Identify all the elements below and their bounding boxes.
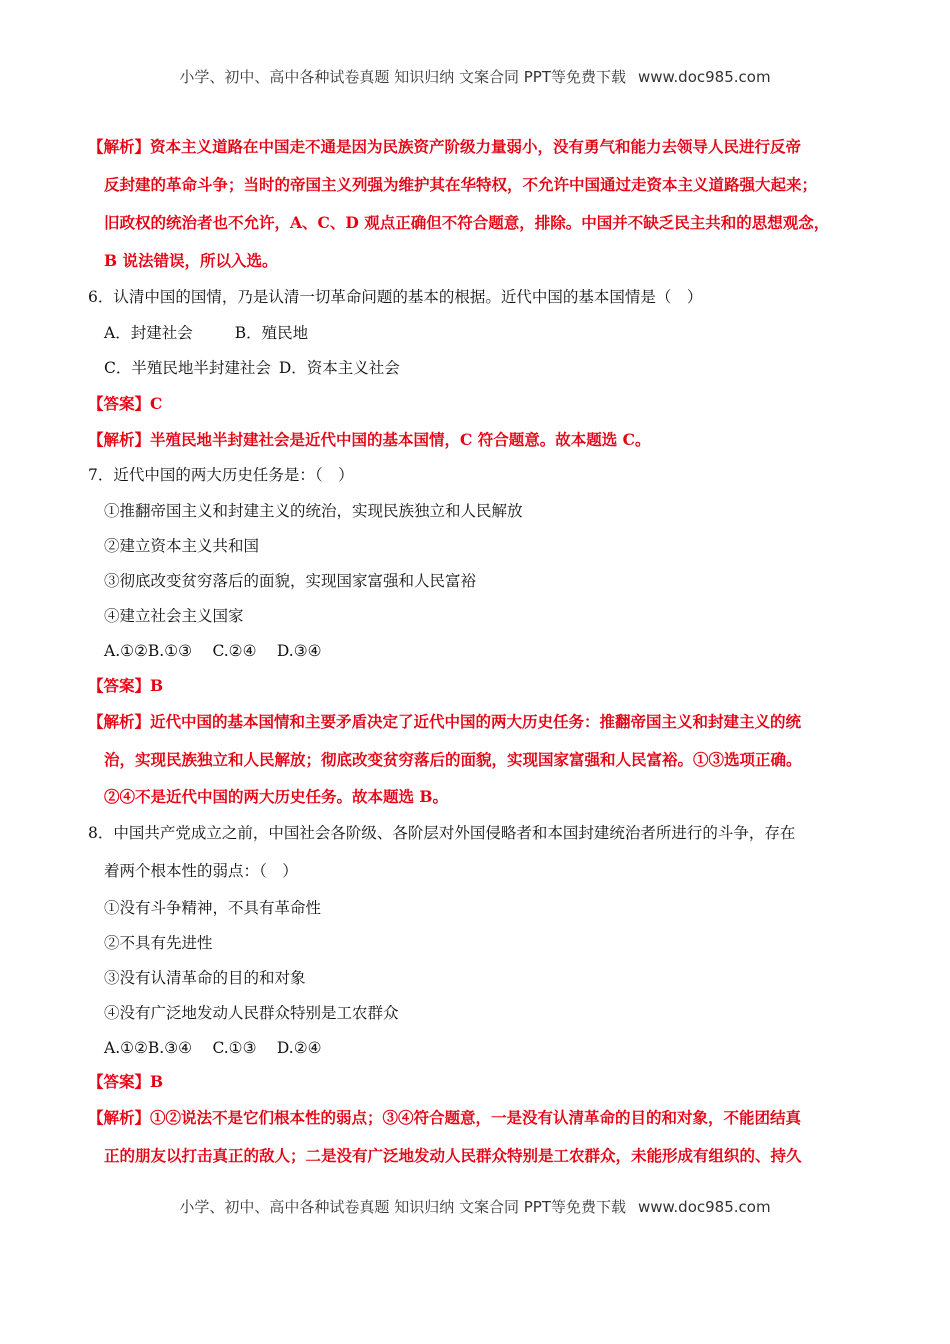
analysis-label: 【解析】	[88, 712, 151, 731]
q6-options-row-1	[104, 322, 308, 344]
q8-stem-line-2: 着两个根本性的弱点：（ ）	[104, 862, 298, 880]
q8-item-2: ②不具有先进性	[104, 934, 213, 952]
q7-item-4: ④建立社会主义国家	[104, 607, 244, 625]
prev-analysis-line-2: 反封建的革命斗争；当时的帝国主义列强为维护其在华特权，不允许中国通过走资本主义道路强大起来；	[104, 175, 818, 194]
page-header	[0, 66, 950, 87]
q6-option-d: D．资本主义社会	[278, 359, 400, 377]
q8-answer: 【答案】B	[88, 1072, 164, 1091]
q6-option-a: A．封建社会	[104, 324, 193, 342]
q6-analysis: 【解析】半殖民地半封建社会是近代中国的基本国情，C 符合题意。故本题选 C。	[88, 430, 651, 449]
header-url[interactable]: www.doc985.com	[637, 68, 771, 86]
answer-label: 【答案】	[88, 1072, 151, 1091]
prev-analysis-line-4: B 说法错误，所以入选。	[104, 251, 278, 270]
q7-item-3: ③彻底改变贫穷落后的面貌，实现国家富强和人民富裕	[104, 572, 477, 590]
footer-text: 小学、初中、高中各种试卷真题 知识归纳 文案合同 PPT等免费下载	[179, 1198, 626, 1216]
header-text: 小学、初中、高中各种试卷真题 知识归纳 文案合同 PPT等免费下载	[179, 68, 626, 86]
prev-analysis-line-3: 旧政权的统治者也不允许，A、C、D 观点正确但不符合题意，排除。中国并不缺乏民主共和的思想观念，	[104, 213, 830, 232]
q7-answer: 【答案】B	[88, 676, 164, 695]
q6-option-b: B．殖民地	[234, 324, 309, 342]
answer-label: 【答案】	[88, 394, 151, 413]
q8-item-1: ①没有斗争精神，不具有革命性	[104, 899, 322, 917]
q6-stem: 6．认清中国的国情，乃是认清一切革命问题的基本的根据。近代中国的基本国情是（ ）	[88, 288, 703, 306]
q7-item-2: ②建立资本主义共和国	[104, 537, 260, 555]
q7-stem: 7．近代中国的两大历史任务是：（ ）	[88, 466, 354, 484]
analysis-label: 【解析】	[88, 430, 151, 449]
q6-options-row-2	[104, 357, 400, 379]
answer-label: 【答案】	[88, 676, 151, 695]
q6-answer: 【答案】C	[88, 394, 163, 413]
q7-item-1: ①推翻帝国主义和封建主义的统治，实现民族独立和人民解放	[104, 502, 523, 520]
page-footer	[0, 1196, 950, 1217]
q8-options: A.①②B.③④ C.①③ D.②④	[104, 1039, 322, 1057]
q7-analysis-line-1: 【解析】近代中国的基本国情和主要矛盾决定了近代中国的两大历史任务：推翻帝国主义和封建主义的统	[88, 712, 802, 731]
footer-url[interactable]: www.doc985.com	[637, 1198, 771, 1216]
q7-analysis-line-3: ②④不是近代中国的两大历史任务。故本题选 B。	[104, 787, 448, 806]
analysis-label: 【解析】	[88, 137, 151, 156]
q7-options: A.①②B.①③ C.②④ D.③④	[104, 642, 322, 660]
prev-analysis-line-1: 【解析】资本主义道路在中国走不通是因为民族资产阶级力量弱小，没有勇气和能力去领导人民进行反帝	[88, 137, 802, 156]
q7-analysis-line-2: 治，实现民族独立和人民解放；彻底改变贫穷落后的面貌，实现国家富强和人民富裕。①③选项正确。	[104, 750, 802, 769]
q8-item-3: ③没有认清革命的目的和对象	[104, 969, 306, 987]
q8-item-4: ④没有广泛地发动人民群众特别是工农群众	[104, 1004, 399, 1022]
analysis-label: 【解析】	[88, 1108, 151, 1127]
q8-analysis-line-1: 【解析】①②说法不是它们根本性的弱点；③④符合题意，一是没有认清革命的目的和对象，不能团结真	[88, 1108, 802, 1127]
q6-option-c: C．半殖民地半封建社会	[104, 359, 271, 377]
q8-analysis-line-2: 正的朋友以打击真正的敌人；二是没有广泛地发动人民群众特别是工农群众，未能形成有组织的、持久	[104, 1146, 802, 1165]
q8-stem-line-1: 8．中国共产党成立之前，中国社会各阶级、各阶层对外国侵略者和本国封建统治者所进行的斗争，存在	[88, 824, 796, 842]
